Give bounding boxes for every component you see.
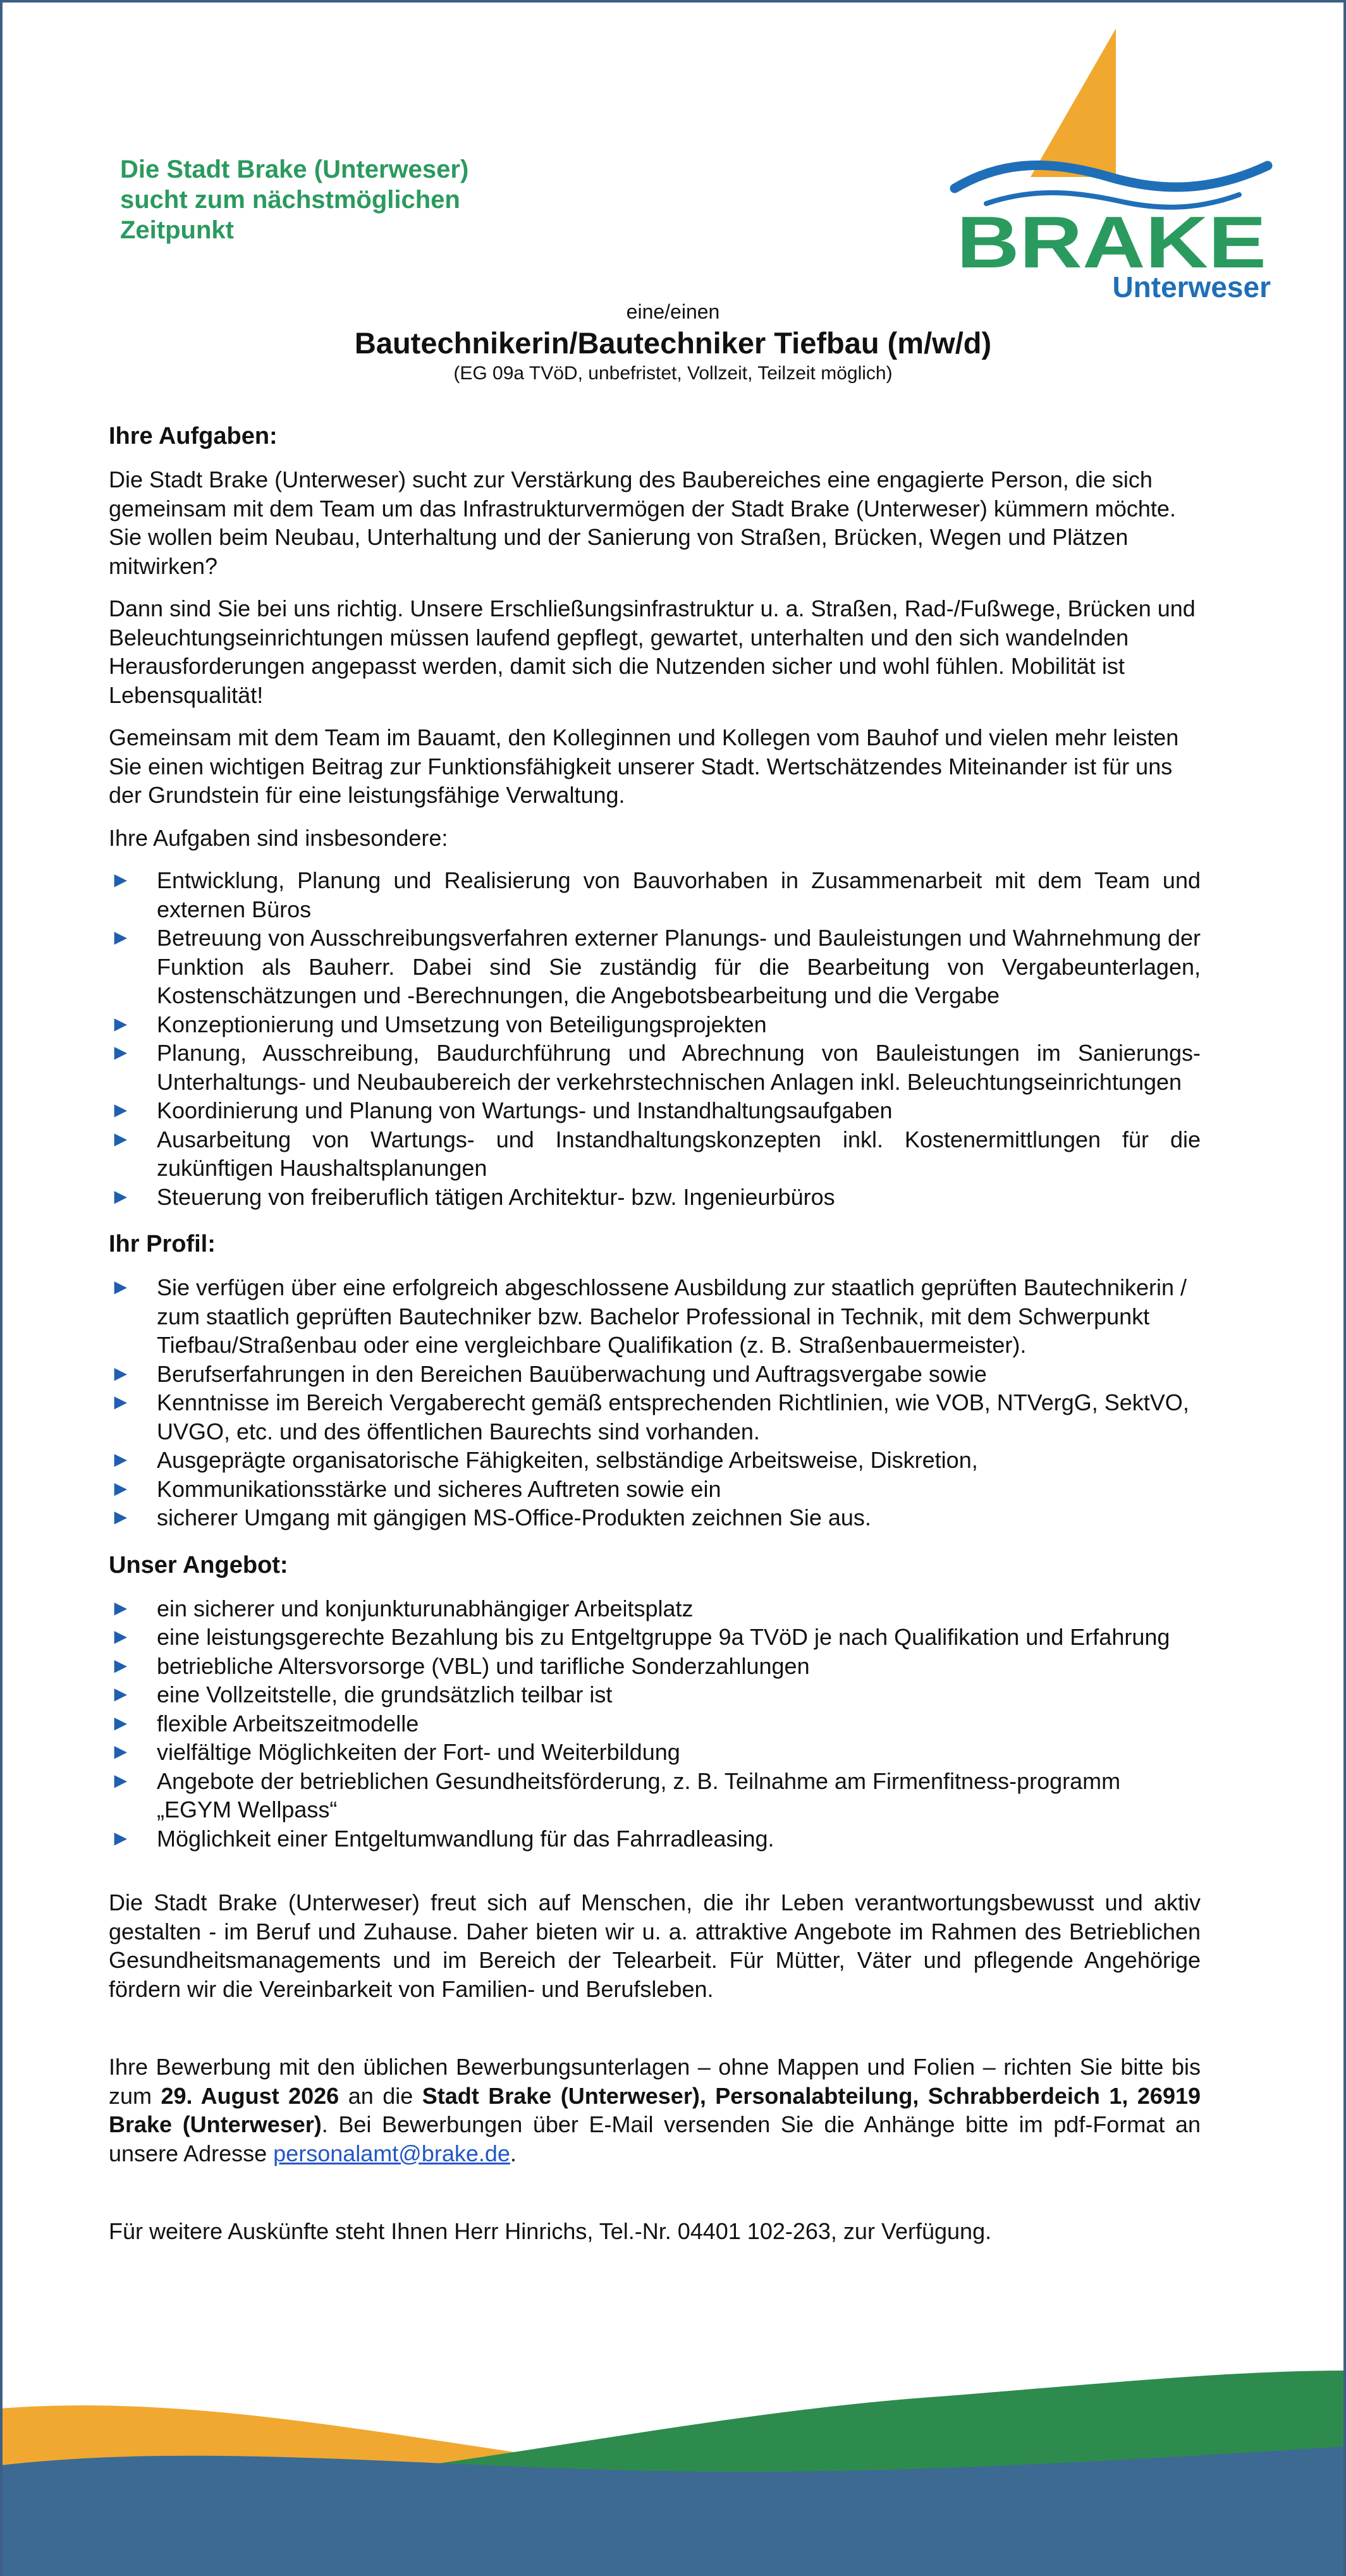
list-item: ► Koordinierung und Planung von Wartungs- und Instandhaltungsaufgaben <box>109 1096 1201 1125</box>
logo-sub: Unterweser <box>1112 271 1271 303</box>
aufgaben-list <box>109 866 1201 1211</box>
application-deadline: 29. August 2026 <box>161 2082 340 2109</box>
arrow-bullet-icon: ► <box>110 1768 132 1793</box>
arrow-bullet-icon: ► <box>110 1041 132 1065</box>
profil-list <box>109 1273 1201 1532</box>
list-item: ► flexible Arbeitszeitmodelle <box>109 1709 1201 1738</box>
list-item: ► Berufserfahrungen in den Bereichen Bauüberwachung und Auftragsvergabe sowie <box>109 1360 1201 1389</box>
arrow-bullet-icon: ► <box>110 1390 132 1414</box>
arrow-bullet-icon: ► <box>110 1625 132 1649</box>
sail-icon <box>1031 28 1116 177</box>
pre-title: eine/einen <box>626 300 720 323</box>
application-address: Stadt Brake (Unterweser), Personalabteilung, Schrabberdeich 1, 26919 Brake (Unterweser) <box>109 2082 1201 2137</box>
list-item: ► ein sicherer und konjunkturunabhängiger Arbeitsplatz <box>109 1594 1201 1623</box>
section-heading-aufgaben: Ihre Aufgaben: <box>109 423 278 449</box>
list-item: ► eine Vollzeitstelle, die grundsätzlich teilbar ist <box>109 1680 1201 1709</box>
paragraph: Die Stadt Brake (Unterweser) sucht zur Verstärkung des Baubereiches eine engagierte Person, die sich gemeinsam mit dem Team um das Infrastrukturvermögen der Stadt Brake (Unterweser) kümmern möchte. Sie wollen beim Neubau, Unterhaltung und der Sanierung von Straßen, Brücken, Wegen und Plätzen mitwirken? <box>109 467 1176 579</box>
arrow-bullet-icon: ► <box>110 1826 132 1850</box>
footer-waves <box>0 2371 1346 2576</box>
arrow-bullet-icon: ► <box>110 1098 132 1122</box>
list-item: ► sicherer Umgang mit gängigen MS-Office-Produkten zeichnen Sie aus. <box>109 1503 1201 1532</box>
arrow-bullet-icon: ► <box>110 1596 132 1620</box>
paragraph: Gemeinsam mit dem Team im Bauamt, den Kolleginnen und Kollegen vom Bauhof und vielen mehr leisten Sie einen wichtigen Beitrag zur Funktionsfähigkeit unserer Stadt. Wertschätzendes Miteinander ist für uns der Grundstein für eine leistungsfähige Verwaltung. <box>109 724 1179 808</box>
paragraph: Ihre Aufgaben sind insbesondere: <box>109 824 448 851</box>
intro-text <box>120 154 563 245</box>
list-item: ► eine leistungsgerechte Bezahlung bis zu Entgeltgruppe 9a TVöD je nach Qualifikation und Erfahrung <box>109 1623 1201 1652</box>
list-item: ► Konzeptionierung und Umsetzung von Beteiligungsprojekten <box>109 1010 1201 1039</box>
section-heading-angebot: Unser Angebot: <box>109 1551 288 1578</box>
arrow-bullet-icon: ► <box>110 1275 132 1299</box>
list-item: ► Planung, Ausschreibung, Baudurchführung und Abrechnung von Bauleistungen im Sanierungs- Unterhaltungs- und Neubaubereich der verkehrstechnischen Anlagen inkl. Beleuchtungseinrichtungen <box>110 1040 1201 1095</box>
paragraph: Dann sind Sie bei uns richtig. Unsere Erschließungsinfrastruktur u. a. Straßen, Rad-/Fußwege, Brücken und Beleuchtungseinrichtungen müssen laufend gepflegt, gewartet, unterhalten und den sich wandelnden Herausforderungen angepasst werden, damit sich die Nutzenden sicher und wohl fühlen. Mobilität ist Lebensqualität! <box>109 595 1196 708</box>
list-item: ► Sie verfügen über eine erfolgreich abgeschlossene Ausbildung zur staatlich geprüften Bautechnikerin / zum staatlich geprüften Bautechniker bzw. Bachelor Professional in Technik, mit dem Schwerpunkt Tiefbau/Straßenbau oder eine vergleichbare Qualifikation (z. B. Straßenbauermeister). <box>110 1274 1187 1358</box>
list-item: ► Kenntnisse im Bereich Vergaberecht gemäß entsprechenden Richtlinien, wie VOB, NTVergG, SektVO, UVGO, etc. und des öffentlichen Baurechts sind vorhanden. <box>110 1389 1189 1444</box>
closing-paragraph: Die Stadt Brake (Unterweser) freut sich auf Menschen, die ihr Leben verantwortungsbewusst und aktiv gestalten - im Beruf und Zuhause. Daher bieten wir u. a. attraktive Angebote im Rahmen des Betrieblichen Gesundheitsmanagements und im Bereich der Telearbeit. Für Mütter, Väter und pflegende Angehörige fördern wir die Vereinbarkeit von Familien- und Berufsleben. <box>109 1889 1201 2002</box>
angebot-list <box>109 1594 1201 1853</box>
arrow-bullet-icon: ► <box>110 868 132 892</box>
arrow-bullet-icon: ► <box>110 1711 132 1735</box>
list-item: ► Entwicklung, Planung und Realisierung von Bauvorhaben in Zusammenarbeit mit dem Team und externen Büros <box>110 867 1201 922</box>
logo-word: BRAKE <box>957 201 1266 283</box>
arrow-bullet-icon: ► <box>110 925 132 949</box>
arrow-bullet-icon: ► <box>110 1682 132 1706</box>
arrow-bullet-icon: ► <box>110 1740 132 1764</box>
job-title-block <box>0 298 1346 386</box>
job-title: Bautechnikerin/Bautechniker Tiefbau (m/w/d) <box>354 326 992 360</box>
arrow-bullet-icon: ► <box>110 1184 132 1209</box>
arrow-bullet-icon: ► <box>110 1653 132 1678</box>
arrow-bullet-icon: ► <box>110 1011 132 1036</box>
list-item: ► Ausgeprägte organisatorische Fähigkeiten, selbständige Arbeitsweise, Diskretion, <box>109 1446 1201 1475</box>
arrow-bullet-icon: ► <box>110 1126 132 1151</box>
arrow-bullet-icon: ► <box>110 1476 132 1501</box>
arrow-bullet-icon: ► <box>110 1448 132 1472</box>
email-link[interactable]: personalamt@brake.de <box>273 2140 510 2166</box>
intro-line: Die Stadt Brake (Unterweser) <box>120 156 469 183</box>
list-item: ► Kommunikationsstärke und sicheres Auftreten sowie ein <box>109 1475 1201 1504</box>
list-item: ► Ausarbeitung von Wartungs- und Instandhaltungskonzepten inkl. Kostenermittlungen für die zukünftigen Haushaltsplanungen <box>110 1126 1201 1181</box>
list-item: ► vielfältige Möglichkeiten der Fort- und Weiterbildung <box>109 1738 1201 1767</box>
job-content <box>109 421 1201 2260</box>
list-item: ► Angebote der betrieblichen Gesundheitsförderung, z. B. Teilnahme am Firmenfitness-programm „EGYM Wellpass“ <box>110 1767 1121 1822</box>
arrow-bullet-icon: ► <box>110 1505 132 1529</box>
list-item: ► betriebliche Altersvorsorge (VBL) und tarifliche Sonderzahlungen <box>109 1652 1201 1681</box>
list-item: ► Steuerung von freiberuflich tätigen Architektur- bzw. Ingenieurbüros <box>109 1183 1201 1212</box>
list-item: ► Betreuung von Ausschreibungsverfahren externer Planungs- und Bauleistungen und Wahrnehmung der Funktion als Bauherr. Dabei sind Sie zuständig für die Bearbeitung von Vergabeunterlagen, Kostenschätzungen und -Berechnungen, die Angebotsbearbeitung und die Vergabe <box>110 925 1201 1008</box>
section-heading-profil: Ihr Profil: <box>109 1231 216 1257</box>
intro-line: sucht zum nächstmöglichen <box>120 186 460 214</box>
intro-line: Zeitpunkt <box>120 216 234 244</box>
application-paragraph: Ihre Bewerbung mit den üblichen Bewerbungsunterlagen – ohne Mappen und Folien – richten Sie bitte bis zum 29. August 2026 an die Stadt Brake (Unterweser), Personalabteilung, Schrabberdeich 1, 26919 Brake (Unterweser). Bei Bewerbungen über E-Mail versenden Sie die Anhänge bitte im pdf-Format an unsere Adresse personalamt@brake.de. <box>109 2054 1201 2166</box>
brake-logo <box>948 25 1277 303</box>
arrow-bullet-icon: ► <box>110 1361 132 1386</box>
job-subtitle: (EG 09a TVöD, unbefristet, Vollzeit, Teilzeit möglich) <box>453 363 893 384</box>
contact-line: Für weitere Auskünfte steht Ihnen Herr Hinrichs, Tel.-Nr. 04401 102-263, zur Verfügung. <box>109 2218 992 2244</box>
list-item: ► Möglichkeit einer Entgeltumwandlung für das Fahrradleasing. <box>109 1824 1201 1853</box>
